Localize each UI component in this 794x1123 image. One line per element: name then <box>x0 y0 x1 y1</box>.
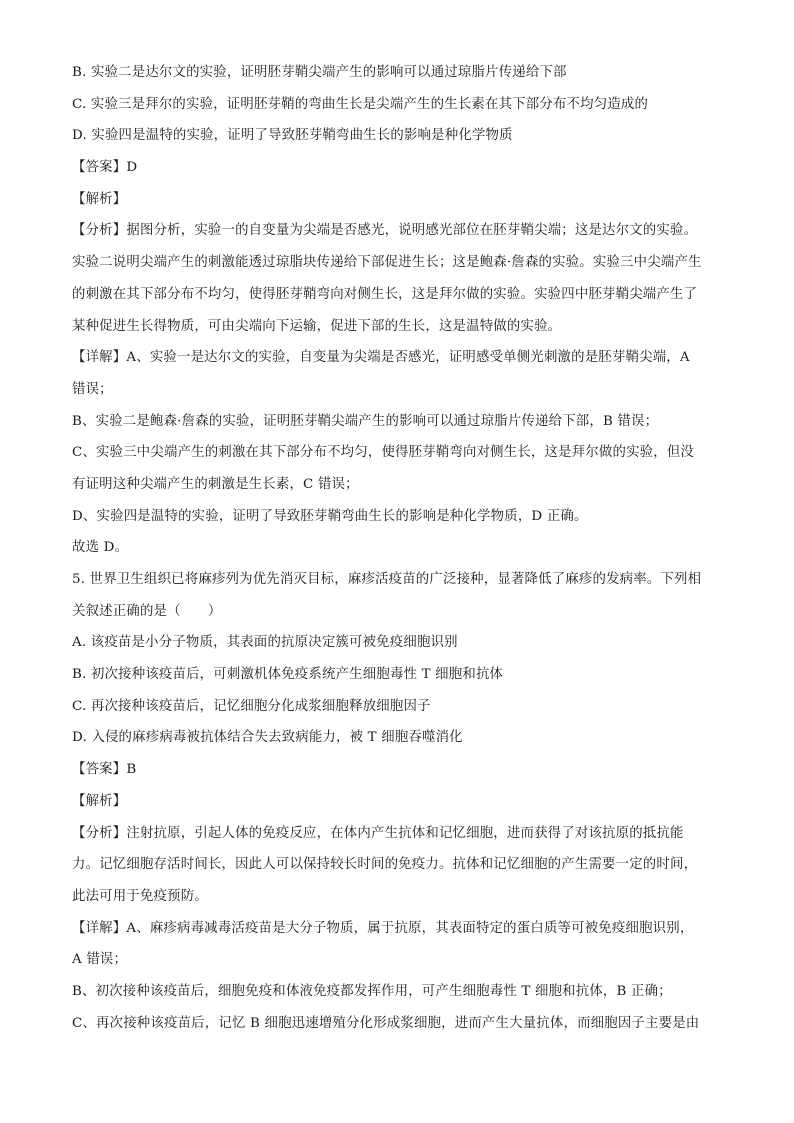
option-a-q5: A. 该疫苗是小分子物质，其表面的抗原决定簇可被免疫细胞识别 <box>72 635 458 651</box>
detail-text-line: A 错误； <box>72 952 128 968</box>
option-c-q5: C. 再次接种该疫苗后，记忆细胞分化成浆细胞释放细胞因子 <box>72 698 431 714</box>
question-5-stem: 5. 世界卫生组织已将麻疹列为优先消灭目标，麻疹活疫苗的广泛接种，显著降低了麻疹的发病率。下列相 <box>72 572 702 587</box>
analysis-heading-q4: 【解析】 <box>72 191 127 207</box>
detail-text-line: B、初次接种该疫苗后，细胞免疫和体液免疫都发挥作用，可产生细胞毒性 T 细胞和抗体，B 正确； <box>72 983 672 999</box>
analysis-text-line: 【分析】据图分析，实验一的自变量为尖端是否感光，说明感光部位在胚芽鞘尖端；这是达尔文的实验。 <box>72 223 698 239</box>
option-b-q5: B. 初次接种该疫苗后，可刺激机体免疫系统产生细胞毒性 T 细胞和抗体 <box>72 667 504 683</box>
detail-text-line: B、实验二是鲍森·詹森的实验，证明胚芽鞘尖端产生的影响可以通过琼脂片传递给下部，B 错误； <box>72 413 659 429</box>
detail-text-line: C、再次接种该疫苗后，记忆 B 细胞迅速增殖分化形成浆细胞，进而产生大量抗体，而细胞因子主要是由 <box>72 1015 700 1031</box>
detail-text-line: 【详解】A、实验一是达尔文的实验，自变量为尖端是否感光，证明感受单侧光刺激的是胚芽鞘尖端，A <box>72 350 690 366</box>
analysis-text-line: 此法可用于免疫预防。 <box>72 888 208 904</box>
analysis-heading-q5: 【解析】 <box>72 793 127 809</box>
detail-text-line: 错误； <box>72 381 113 397</box>
analysis-text-line: 【分析】注射抗原，引起人体的免疫反应，在体内产生抗体和记忆细胞，进而获得了对该抗原的抵抗能 <box>72 825 684 841</box>
option-b-q4: B. 实验二是达尔文的实验，证明胚芽鞘尖端产生的影响可以通过琼脂片传递给下部 <box>72 65 567 80</box>
option-c-q4: C. 实验三是拜尔的实验，证明胚芽鞘的弯曲生长是尖端产生的生长素在其下部分布不均匀造成的 <box>72 96 649 112</box>
analysis-text-line: 实验二说明尖端产生的刺激能透过琼脂块传递给下部促进生长；这是鲍森·詹森的实验。实验三中尖端产生 <box>72 255 702 271</box>
answer-q5: 【答案】B <box>72 762 137 778</box>
analysis-text-line: 的刺激在其下部分布不均匀，使得胚芽鞘弯向对侧生长，这是拜尔做的实验。实验四中胚芽鞘尖端产生了 <box>72 286 698 302</box>
conclusion-q4: 故选 D。 <box>72 540 129 556</box>
answer-q4: 【答案】D <box>72 160 138 176</box>
detail-text-line: C、实验三中尖端产生的刺激在其下部分布不均匀，使得胚芽鞘弯向对侧生长，这是拜尔做的实验，但没 <box>72 445 695 461</box>
detail-text-line: 【详解】A、麻疹病毒减毒活疫苗是大分子物质，属于抗原，其表面特定的蛋白质等可被免疫细胞识别， <box>72 920 694 936</box>
detail-text-line: 有证明这种尖端产生的刺激是生长素，C 错误； <box>72 476 359 492</box>
analysis-text-line: 某种促进生长得物质，可由尖端向下运输，促进下部的生长，这是温特做的实验。 <box>72 318 562 334</box>
option-d-q4: D. 实验四是温特的实验，证明了导致胚芽鞘弯曲生长的影响是种化学物质 <box>72 128 513 144</box>
document-page <box>72 62 722 1044</box>
detail-text-line: D、实验四是温特的实验，证明了导致胚芽鞘弯曲生长的影响是种化学物质，D 正确。 <box>72 508 588 524</box>
question-5-stem: 关叙述正确的是（ ） <box>72 603 222 619</box>
analysis-text-line: 力。记忆细胞存活时间长，因此人可以保持较长时间的免疫力。抗体和记忆细胞的产生需要一定的时间， <box>72 857 698 873</box>
option-d-q5: D. 入侵的麻疹病毒被抗体结合失去致病能力，被 T 细胞吞噬消化 <box>72 730 463 746</box>
